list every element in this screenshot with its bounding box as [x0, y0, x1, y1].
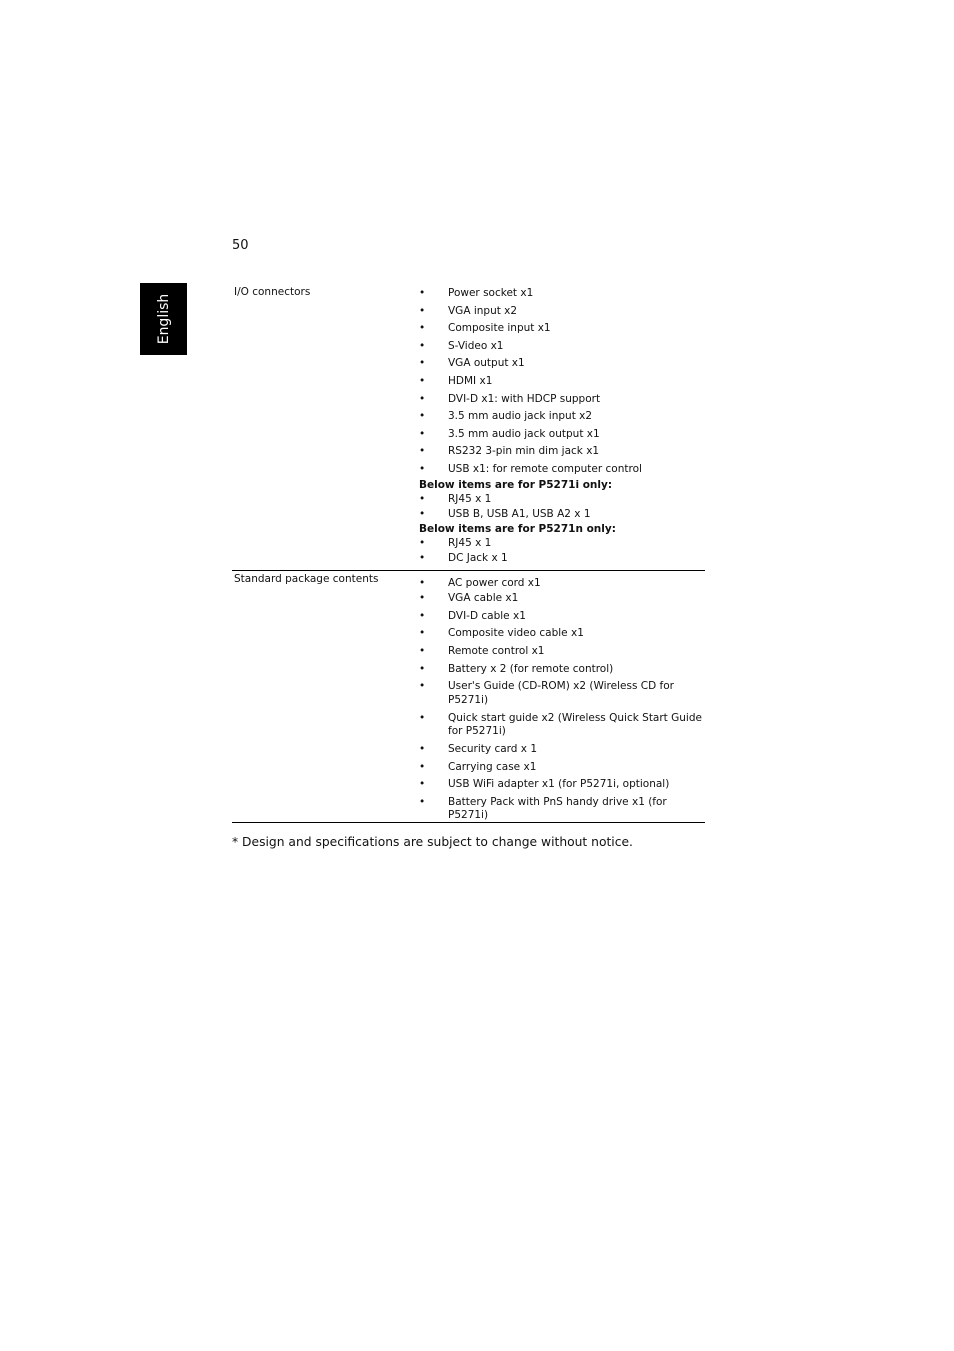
list-item: • DC Jack x 1 [419, 551, 508, 564]
list-item: • Power socket x1 [419, 284, 705, 302]
list-item: • Remote control x1 [419, 645, 545, 658]
bullet: • [419, 645, 426, 658]
list-item: • AC power cord x1 [419, 574, 705, 592]
bullet: • [419, 609, 426, 622]
list-item: • User's Guide (CD-ROM) x2 (Wireless CD for P5271i) [419, 680, 674, 706]
list-item: • Security card x 1 [419, 742, 538, 755]
bullet: • [419, 551, 426, 564]
bullet: • [419, 577, 426, 589]
list-item: • VGA output x1 [419, 354, 705, 372]
bullet: • [419, 492, 426, 505]
footnote: * Design and specifications are subject to change without notice. [232, 835, 633, 849]
list-item: • Battery x 2 (for remote control) [419, 662, 614, 675]
bullet: • [419, 287, 426, 299]
bullet: • [419, 462, 426, 475]
subgroup-heading-p5271n: Below items are for P5271n only: [419, 522, 616, 535]
list-item: • HDMI x1 [419, 372, 705, 390]
bullet: • [419, 507, 426, 520]
subgroup-heading-p5271i: Below items are for P5271i only: [419, 478, 613, 491]
bullet: • [419, 339, 426, 352]
list-item: • DVI-D x1: with HDCP support [419, 390, 705, 408]
language-tab-label: English [155, 293, 172, 345]
bullet: • [419, 760, 426, 773]
list-item: • Composite input x1 [419, 319, 705, 337]
bullet: • [419, 592, 426, 604]
list-item: • DVI-D cable x1 [419, 609, 526, 622]
bullet: • [419, 410, 426, 423]
bullet: • [419, 627, 426, 640]
list-item: • Composite video cable x1 [419, 627, 584, 640]
list-item: • 3.5 mm audio jack output x1 [419, 425, 705, 443]
spec-row-label: Standard package contents [234, 573, 379, 585]
list-item: • USB x1: for remote computer control [419, 460, 705, 478]
bullet: • [419, 680, 426, 693]
language-tab [140, 283, 187, 355]
list-item: • S-Video x1 [419, 337, 705, 355]
list-item: • USB B, USB A1, USB A2 x 1 [419, 507, 591, 520]
bullet: • [419, 357, 426, 370]
page-number: 50 [232, 238, 249, 253]
bullet: • [419, 742, 426, 755]
spec-row-io-connectors [232, 284, 705, 571]
bullet: • [419, 392, 426, 405]
bullet: • [419, 445, 426, 458]
specifications-table [232, 284, 705, 823]
bullet: • [419, 304, 426, 317]
spec-row-label: I/O connectors [234, 286, 311, 298]
list-item: • RJ45 x 1 [419, 492, 492, 505]
list-item: • RS232 3-pin min dim jack x1 [419, 442, 705, 460]
list-item: • USB WiFi adapter x1 (for P5271i, optional) [419, 778, 670, 791]
spec-row-package-contents [232, 571, 705, 823]
spec-row-values [419, 284, 705, 566]
list-item: • 3.5 mm audio jack input x2 [419, 407, 705, 425]
bullet: • [419, 536, 426, 549]
bullet: • [419, 662, 426, 675]
list-item: • Carrying case x1 [419, 760, 537, 773]
spec-row-values [419, 574, 705, 827]
list-item: • Battery Pack with PnS handy drive x1 (for P5271i) [419, 795, 667, 822]
bullet: • [419, 795, 426, 808]
bullet: • [419, 778, 426, 791]
list-item: • RJ45 x 1 [419, 536, 492, 549]
bullet: • [419, 322, 426, 335]
bullet: • [419, 711, 426, 724]
list-item: • VGA cable x1 [419, 592, 519, 604]
list-item: • Quick start guide x2 (Wireless Quick Start Guide for P5271i) [419, 711, 702, 738]
bullet: • [419, 427, 426, 440]
bullet: • [419, 374, 426, 387]
list-item: • VGA input x2 [419, 302, 705, 320]
